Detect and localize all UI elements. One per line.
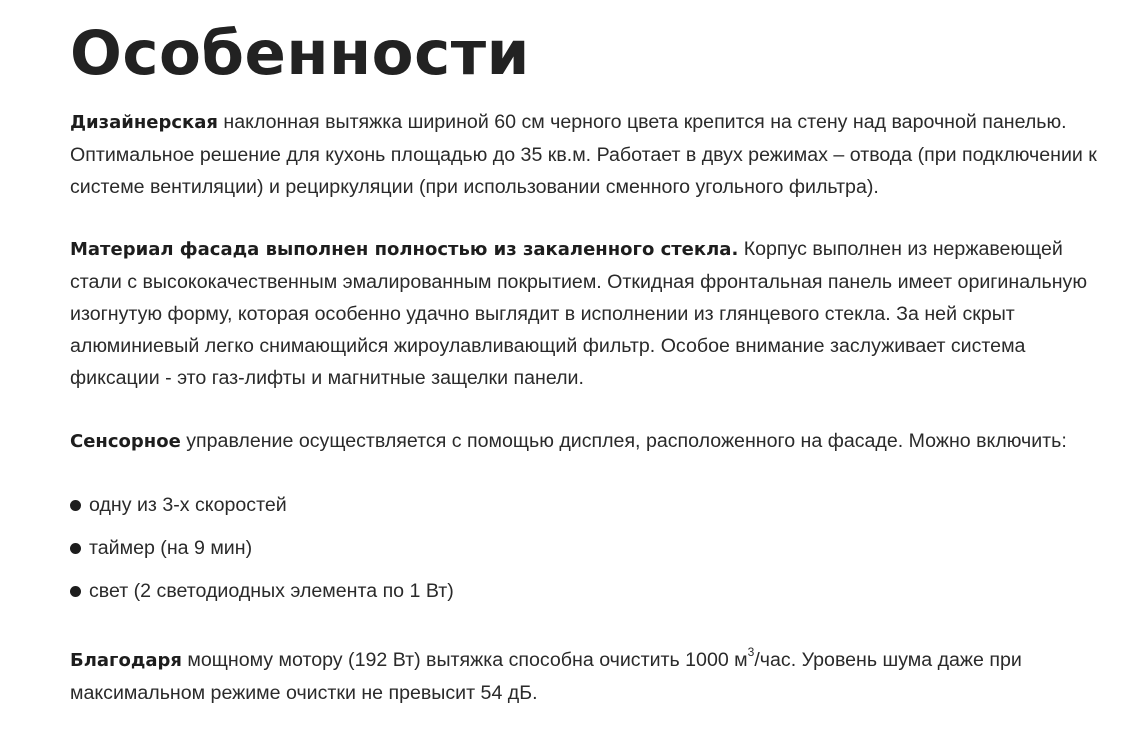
paragraph-motor-text: мощному мотору (192 Вт) вытяжка способна очистить 1000 м	[181, 649, 748, 671]
paragraph-motor-bold: Благодаря	[70, 650, 182, 671]
paragraph-sensor	[70, 425, 1115, 458]
features-list	[70, 489, 454, 618]
paragraph-sensor-text: управление осуществляется с помощью дисплея, расположенного на фасаде. Можно включить:	[180, 430, 1067, 452]
list-item	[70, 532, 454, 575]
bullet-icon	[70, 586, 81, 597]
list-item	[70, 489, 454, 532]
paragraph-motor	[70, 644, 1115, 709]
paragraph-design-text: наклонная вытяжка шириной 60 см черного цвета крепится на стену над варочной панелью. Оптимальное решение для кухонь площадью до 35 кв.м. Работает в двух режимах – отвода (при подключении к системе вентиляции) и рециркуляции (при использовании сменного угольного фильтра).	[70, 111, 1097, 198]
list-item-label: одну из 3-х скоростей	[89, 494, 287, 516]
list-item-label: таймер (на 9 мин)	[89, 537, 253, 559]
bullet-icon	[70, 543, 81, 554]
bullet-icon	[70, 500, 81, 511]
paragraph-sensor-bold: Сенсорное	[70, 431, 181, 452]
paragraph-design-bold: Дизайнерская	[70, 112, 218, 133]
list-item-label: свет (2 светодиодных элемента по 1 Вт)	[89, 580, 454, 602]
page-title: Особенности	[70, 18, 530, 89]
features-content	[70, 0, 1120, 704]
paragraph-motor-text-end: /час. Уровень шума даже при максимальном режиме очистки не превысит 54 дБ.	[70, 649, 1022, 704]
paragraph-design	[70, 106, 1115, 203]
paragraph-material-text: Корпус выполнен из нержавеющей стали с высококачественным эмалированным покрытием. Откидная фронтальная панель имеет оригинальную изогнутую форму, которая особенно удачно выглядит в исполнении из глянцевого стекла. За ней скрыт алюминиевый легко снимающийся жироулавливающий фильтр. Особое внимание заслуживает система фиксации - это газ-лифты и магнитные защелки панели.	[70, 238, 1088, 389]
superscript-cubed: 3	[747, 645, 755, 660]
paragraph-material	[70, 233, 1115, 394]
paragraph-material-bold: Материал фасада выполнен полностью из закаленного стекла.	[70, 239, 739, 260]
list-item	[70, 575, 454, 618]
